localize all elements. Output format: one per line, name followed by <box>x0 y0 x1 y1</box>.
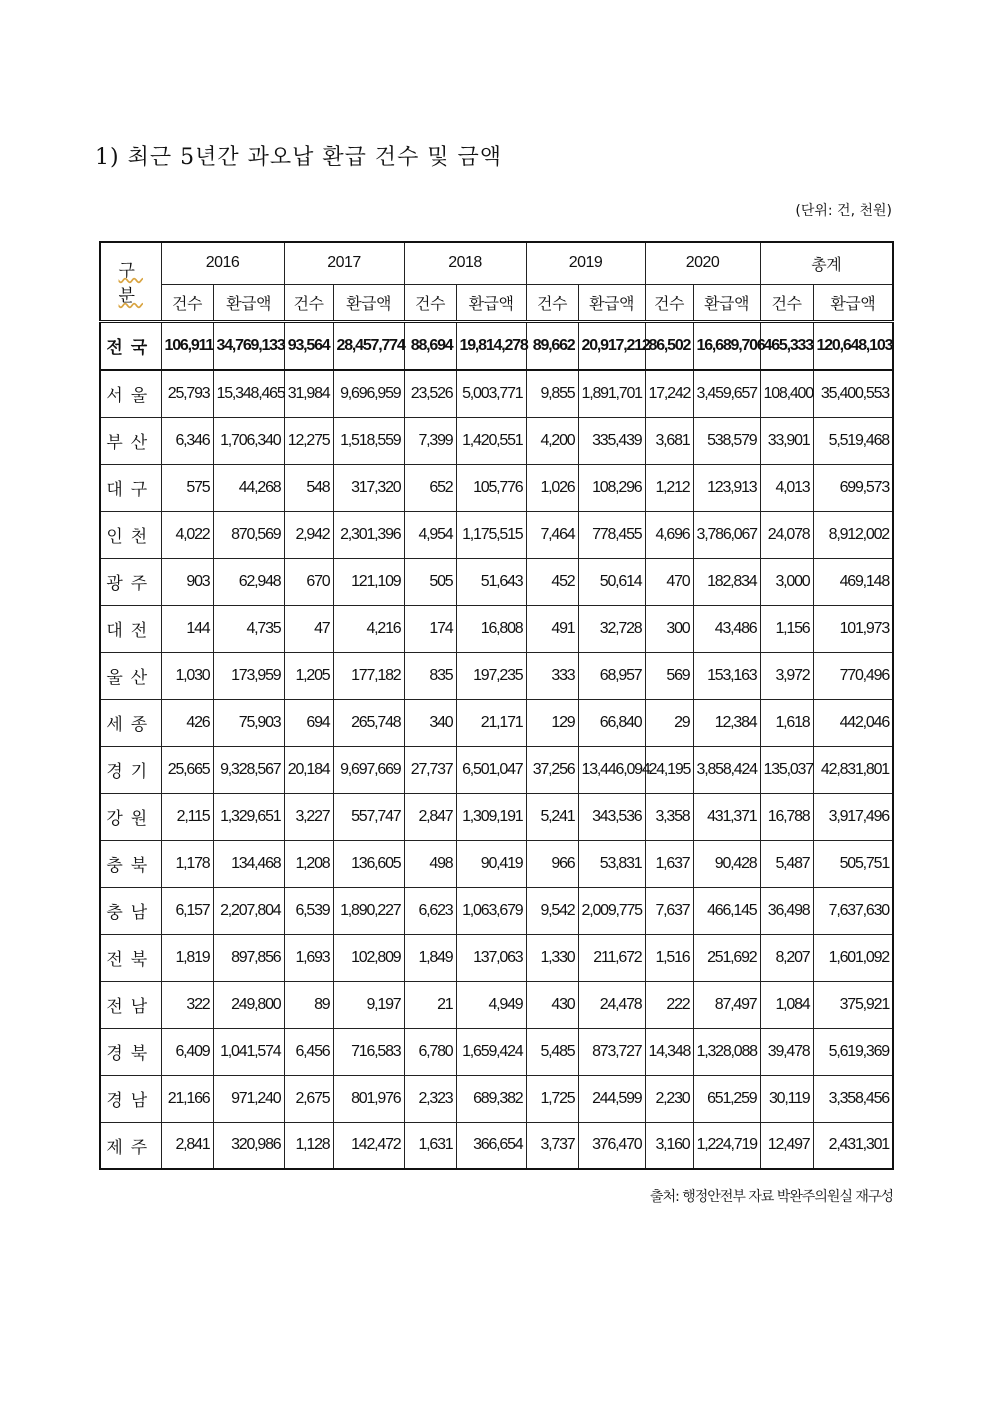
value-cell: 2,115 <box>161 793 213 840</box>
value-cell: 9,697,669 <box>333 746 404 793</box>
region-cell: 대구 <box>100 464 161 511</box>
region-cell: 제주 <box>100 1122 161 1169</box>
value-cell: 1,891,701 <box>578 370 645 417</box>
value-cell: 108,400 <box>760 370 813 417</box>
value-cell: 575 <box>161 464 213 511</box>
value-cell: 870,569 <box>213 511 284 558</box>
value-cell: 9,696,959 <box>333 370 404 417</box>
value-cell: 62,948 <box>213 558 284 605</box>
table-row <box>100 793 893 840</box>
value-cell: 37,256 <box>526 746 578 793</box>
region-cell: 경기 <box>100 746 161 793</box>
value-cell: 101,973 <box>813 605 893 652</box>
value-cell: 31,984 <box>284 370 333 417</box>
value-cell: 426 <box>161 699 213 746</box>
value-cell: 17,242 <box>645 370 693 417</box>
value-cell: 966 <box>526 840 578 887</box>
table-row <box>100 746 893 793</box>
value-cell: 86,502 <box>645 321 693 370</box>
region-cell: 부산 <box>100 417 161 464</box>
value-cell: 105,776 <box>456 464 526 511</box>
value-cell: 106,911 <box>161 321 213 370</box>
value-cell: 1,618 <box>760 699 813 746</box>
value-cell: 375,921 <box>813 981 893 1028</box>
value-cell: 174 <box>404 605 456 652</box>
value-cell: 2,323 <box>404 1075 456 1122</box>
year-header: 2019 <box>526 242 645 284</box>
table-row <box>100 652 893 699</box>
value-cell: 47 <box>284 605 333 652</box>
value-cell: 1,330 <box>526 934 578 981</box>
value-cell: 1,693 <box>284 934 333 981</box>
value-cell: 75,903 <box>213 699 284 746</box>
value-cell: 136,605 <box>333 840 404 887</box>
value-cell: 5,487 <box>760 840 813 887</box>
value-cell: 244,599 <box>578 1075 645 1122</box>
count-header: 건수 <box>760 284 813 321</box>
value-cell: 3,972 <box>760 652 813 699</box>
value-cell: 34,769,133 <box>213 321 284 370</box>
value-cell: 1,637 <box>645 840 693 887</box>
value-cell: 3,358 <box>645 793 693 840</box>
table-row <box>100 699 893 746</box>
value-cell: 9,855 <box>526 370 578 417</box>
table-row <box>100 887 893 934</box>
unit-note: (단위: 건, 천원) <box>795 203 892 219</box>
value-cell: 971,240 <box>213 1075 284 1122</box>
value-cell: 491 <box>526 605 578 652</box>
value-cell: 12,275 <box>284 417 333 464</box>
value-cell: 3,160 <box>645 1122 693 1169</box>
value-cell: 182,834 <box>693 558 760 605</box>
table-row <box>100 417 893 464</box>
value-cell: 2,301,396 <box>333 511 404 558</box>
table-row <box>100 1028 893 1075</box>
value-cell: 1,706,340 <box>213 417 284 464</box>
value-cell: 7,637 <box>645 887 693 934</box>
value-cell: 9,197 <box>333 981 404 1028</box>
value-cell: 6,456 <box>284 1028 333 1075</box>
value-cell: 222 <box>645 981 693 1028</box>
value-cell: 1,030 <box>161 652 213 699</box>
value-cell: 123,913 <box>693 464 760 511</box>
value-cell: 322 <box>161 981 213 1028</box>
value-cell: 135,037 <box>760 746 813 793</box>
value-cell: 4,022 <box>161 511 213 558</box>
value-cell: 557,747 <box>333 793 404 840</box>
value-cell: 24,078 <box>760 511 813 558</box>
value-cell: 5,619,369 <box>813 1028 893 1075</box>
year-header: 2020 <box>645 242 760 284</box>
region-cell: 강원 <box>100 793 161 840</box>
value-cell: 42,831,801 <box>813 746 893 793</box>
value-cell: 3,858,424 <box>693 746 760 793</box>
value-cell: 129 <box>526 699 578 746</box>
value-cell: 102,809 <box>333 934 404 981</box>
value-cell: 12,497 <box>760 1122 813 1169</box>
value-cell: 1,659,424 <box>456 1028 526 1075</box>
value-cell: 21,171 <box>456 699 526 746</box>
table-row <box>100 934 893 981</box>
value-cell: 108,296 <box>578 464 645 511</box>
value-cell: 778,455 <box>578 511 645 558</box>
value-cell: 7,399 <box>404 417 456 464</box>
value-cell: 21 <box>404 981 456 1028</box>
table-row <box>100 605 893 652</box>
value-cell: 1,819 <box>161 934 213 981</box>
value-cell: 2,009,775 <box>578 887 645 934</box>
value-cell: 430 <box>526 981 578 1028</box>
region-cell: 세종 <box>100 699 161 746</box>
value-cell: 2,207,804 <box>213 887 284 934</box>
table-header <box>100 242 893 321</box>
value-cell: 134,468 <box>213 840 284 887</box>
value-cell: 2,431,301 <box>813 1122 893 1169</box>
value-cell: 2,675 <box>284 1075 333 1122</box>
value-cell: 251,692 <box>693 934 760 981</box>
region-cell: 충북 <box>100 840 161 887</box>
value-cell: 14,348 <box>645 1028 693 1075</box>
value-cell: 442,046 <box>813 699 893 746</box>
value-cell: 265,748 <box>333 699 404 746</box>
value-cell: 652 <box>404 464 456 511</box>
table-row <box>100 1075 893 1122</box>
region-cell: 서울 <box>100 370 161 417</box>
value-cell: 173,959 <box>213 652 284 699</box>
value-cell: 6,346 <box>161 417 213 464</box>
value-cell: 50,614 <box>578 558 645 605</box>
value-cell: 13,446,094 <box>578 746 645 793</box>
value-cell: 35,400,553 <box>813 370 893 417</box>
value-cell: 470 <box>645 558 693 605</box>
table-row <box>100 981 893 1028</box>
value-cell: 689,382 <box>456 1075 526 1122</box>
value-cell: 770,496 <box>813 652 893 699</box>
value-cell: 177,182 <box>333 652 404 699</box>
value-cell: 1,175,515 <box>456 511 526 558</box>
value-cell: 1,041,574 <box>213 1028 284 1075</box>
value-cell: 6,501,047 <box>456 746 526 793</box>
value-cell: 498 <box>404 840 456 887</box>
value-cell: 53,831 <box>578 840 645 887</box>
value-cell: 452 <box>526 558 578 605</box>
value-cell: 2,841 <box>161 1122 213 1169</box>
value-cell: 538,579 <box>693 417 760 464</box>
page-title: 1) 최근 5년간 과오납 환급 건수 및 금액 <box>95 145 503 170</box>
value-cell: 88,694 <box>404 321 456 370</box>
value-cell: 1,890,227 <box>333 887 404 934</box>
amount-header: 환급액 <box>578 284 645 321</box>
value-cell: 3,358,456 <box>813 1075 893 1122</box>
value-cell: 43,486 <box>693 605 760 652</box>
count-header: 건수 <box>404 284 456 321</box>
value-cell: 3,737 <box>526 1122 578 1169</box>
value-cell: 465,333 <box>760 321 813 370</box>
refund-table <box>99 241 894 1170</box>
value-cell: 25,665 <box>161 746 213 793</box>
value-cell: 144 <box>161 605 213 652</box>
value-cell: 1,026 <box>526 464 578 511</box>
table-row <box>100 558 893 605</box>
value-cell: 142,472 <box>333 1122 404 1169</box>
year-header: 2018 <box>404 242 526 284</box>
value-cell: 505 <box>404 558 456 605</box>
amount-header: 환급액 <box>813 284 893 321</box>
value-cell: 694 <box>284 699 333 746</box>
value-cell: 1,212 <box>645 464 693 511</box>
value-cell: 716,583 <box>333 1028 404 1075</box>
value-cell: 7,464 <box>526 511 578 558</box>
value-cell: 5,003,771 <box>456 370 526 417</box>
value-cell: 873,727 <box>578 1028 645 1075</box>
value-cell: 39,478 <box>760 1028 813 1075</box>
value-cell: 4,013 <box>760 464 813 511</box>
value-cell: 5,519,468 <box>813 417 893 464</box>
table-row <box>100 464 893 511</box>
value-cell: 317,320 <box>333 464 404 511</box>
value-cell: 6,409 <box>161 1028 213 1075</box>
value-cell: 21,166 <box>161 1075 213 1122</box>
value-cell: 343,536 <box>578 793 645 840</box>
value-cell: 651,259 <box>693 1075 760 1122</box>
value-cell: 16,788 <box>760 793 813 840</box>
region-cell: 충남 <box>100 887 161 934</box>
value-cell: 8,912,002 <box>813 511 893 558</box>
value-cell: 1,205 <box>284 652 333 699</box>
value-cell: 300 <box>645 605 693 652</box>
value-cell: 1,063,679 <box>456 887 526 934</box>
table-row <box>100 840 893 887</box>
table-row <box>100 511 893 558</box>
value-cell: 28,457,774 <box>333 321 404 370</box>
value-cell: 897,856 <box>213 934 284 981</box>
count-header: 건수 <box>161 284 213 321</box>
value-cell: 66,840 <box>578 699 645 746</box>
total-header: 총계 <box>760 242 893 284</box>
value-cell: 3,681 <box>645 417 693 464</box>
value-cell: 466,145 <box>693 887 760 934</box>
value-cell: 4,200 <box>526 417 578 464</box>
value-cell: 1,518,559 <box>333 417 404 464</box>
count-header: 건수 <box>645 284 693 321</box>
count-header: 건수 <box>526 284 578 321</box>
value-cell: 1,328,088 <box>693 1028 760 1075</box>
value-cell: 2,847 <box>404 793 456 840</box>
amount-header: 환급액 <box>333 284 404 321</box>
value-cell: 12,384 <box>693 699 760 746</box>
value-cell: 1,309,191 <box>456 793 526 840</box>
value-cell: 16,689,706 <box>693 321 760 370</box>
amount-header: 환급액 <box>213 284 284 321</box>
total-row <box>100 321 893 370</box>
value-cell: 30,119 <box>760 1075 813 1122</box>
value-cell: 24,478 <box>578 981 645 1028</box>
value-cell: 121,109 <box>333 558 404 605</box>
value-cell: 51,643 <box>456 558 526 605</box>
region-cell: 울산 <box>100 652 161 699</box>
value-cell: 4,696 <box>645 511 693 558</box>
value-cell: 548 <box>284 464 333 511</box>
value-cell: 93,564 <box>284 321 333 370</box>
value-cell: 3,786,067 <box>693 511 760 558</box>
value-cell: 19,814,278 <box>456 321 526 370</box>
value-cell: 4,949 <box>456 981 526 1028</box>
value-cell: 1,601,092 <box>813 934 893 981</box>
value-cell: 89,662 <box>526 321 578 370</box>
value-cell: 5,241 <box>526 793 578 840</box>
value-cell: 89 <box>284 981 333 1028</box>
value-cell: 903 <box>161 558 213 605</box>
value-cell: 137,063 <box>456 934 526 981</box>
region-cell: 전국 <box>100 321 161 370</box>
value-cell: 335,439 <box>578 417 645 464</box>
value-cell: 1,084 <box>760 981 813 1028</box>
value-cell: 6,157 <box>161 887 213 934</box>
amount-header: 환급액 <box>693 284 760 321</box>
value-cell: 4,216 <box>333 605 404 652</box>
value-cell: 8,207 <box>760 934 813 981</box>
value-cell: 90,419 <box>456 840 526 887</box>
value-cell: 23,526 <box>404 370 456 417</box>
value-cell: 7,637,630 <box>813 887 893 934</box>
region-header: 구 분 <box>100 242 161 321</box>
table-row <box>100 1122 893 1169</box>
value-cell: 1,128 <box>284 1122 333 1169</box>
count-header: 건수 <box>284 284 333 321</box>
value-cell: 1,420,551 <box>456 417 526 464</box>
value-cell: 1,516 <box>645 934 693 981</box>
value-cell: 835 <box>404 652 456 699</box>
value-cell: 32,728 <box>578 605 645 652</box>
table-row <box>100 370 893 417</box>
region-cell: 인천 <box>100 511 161 558</box>
value-cell: 1,725 <box>526 1075 578 1122</box>
value-cell: 1,224,719 <box>693 1122 760 1169</box>
value-cell: 20,917,212 <box>578 321 645 370</box>
region-cell: 경남 <box>100 1075 161 1122</box>
value-cell: 211,672 <box>578 934 645 981</box>
region-cell: 광주 <box>100 558 161 605</box>
value-cell: 20,184 <box>284 746 333 793</box>
value-cell: 1,156 <box>760 605 813 652</box>
value-cell: 6,780 <box>404 1028 456 1075</box>
value-cell: 3,000 <box>760 558 813 605</box>
value-cell: 36,498 <box>760 887 813 934</box>
value-cell: 3,917,496 <box>813 793 893 840</box>
value-cell: 9,328,567 <box>213 746 284 793</box>
value-cell: 5,485 <box>526 1028 578 1075</box>
value-cell: 9,542 <box>526 887 578 934</box>
value-cell: 469,148 <box>813 558 893 605</box>
value-cell: 699,573 <box>813 464 893 511</box>
value-cell: 569 <box>645 652 693 699</box>
value-cell: 1,849 <box>404 934 456 981</box>
value-cell: 505,751 <box>813 840 893 887</box>
value-cell: 24,195 <box>645 746 693 793</box>
value-cell: 153,163 <box>693 652 760 699</box>
value-cell: 801,976 <box>333 1075 404 1122</box>
region-cell: 전북 <box>100 934 161 981</box>
value-cell: 15,348,465 <box>213 370 284 417</box>
region-cell: 전남 <box>100 981 161 1028</box>
value-cell: 90,428 <box>693 840 760 887</box>
value-cell: 87,497 <box>693 981 760 1028</box>
region-cell: 대전 <box>100 605 161 652</box>
value-cell: 333 <box>526 652 578 699</box>
value-cell: 197,235 <box>456 652 526 699</box>
value-cell: 44,268 <box>213 464 284 511</box>
value-cell: 6,539 <box>284 887 333 934</box>
value-cell: 6,623 <box>404 887 456 934</box>
table-body <box>100 321 893 1169</box>
value-cell: 2,230 <box>645 1075 693 1122</box>
value-cell: 29 <box>645 699 693 746</box>
value-cell: 1,631 <box>404 1122 456 1169</box>
value-cell: 68,957 <box>578 652 645 699</box>
value-cell: 3,227 <box>284 793 333 840</box>
value-cell: 33,901 <box>760 417 813 464</box>
value-cell: 4,735 <box>213 605 284 652</box>
amount-header: 환급액 <box>456 284 526 321</box>
year-header: 2016 <box>161 242 284 284</box>
value-cell: 1,178 <box>161 840 213 887</box>
value-cell: 120,648,103 <box>813 321 893 370</box>
value-cell: 25,793 <box>161 370 213 417</box>
source-note: 출처: 행정안전부 자료 박완주의원실 재구성 <box>650 1189 893 1205</box>
value-cell: 376,470 <box>578 1122 645 1169</box>
value-cell: 27,737 <box>404 746 456 793</box>
value-cell: 320,986 <box>213 1122 284 1169</box>
value-cell: 16,808 <box>456 605 526 652</box>
value-cell: 670 <box>284 558 333 605</box>
year-header: 2017 <box>284 242 404 284</box>
value-cell: 1,208 <box>284 840 333 887</box>
value-cell: 431,371 <box>693 793 760 840</box>
value-cell: 366,654 <box>456 1122 526 1169</box>
value-cell: 249,800 <box>213 981 284 1028</box>
value-cell: 2,942 <box>284 511 333 558</box>
value-cell: 4,954 <box>404 511 456 558</box>
region-cell: 경북 <box>100 1028 161 1075</box>
value-cell: 1,329,651 <box>213 793 284 840</box>
value-cell: 3,459,657 <box>693 370 760 417</box>
value-cell: 340 <box>404 699 456 746</box>
